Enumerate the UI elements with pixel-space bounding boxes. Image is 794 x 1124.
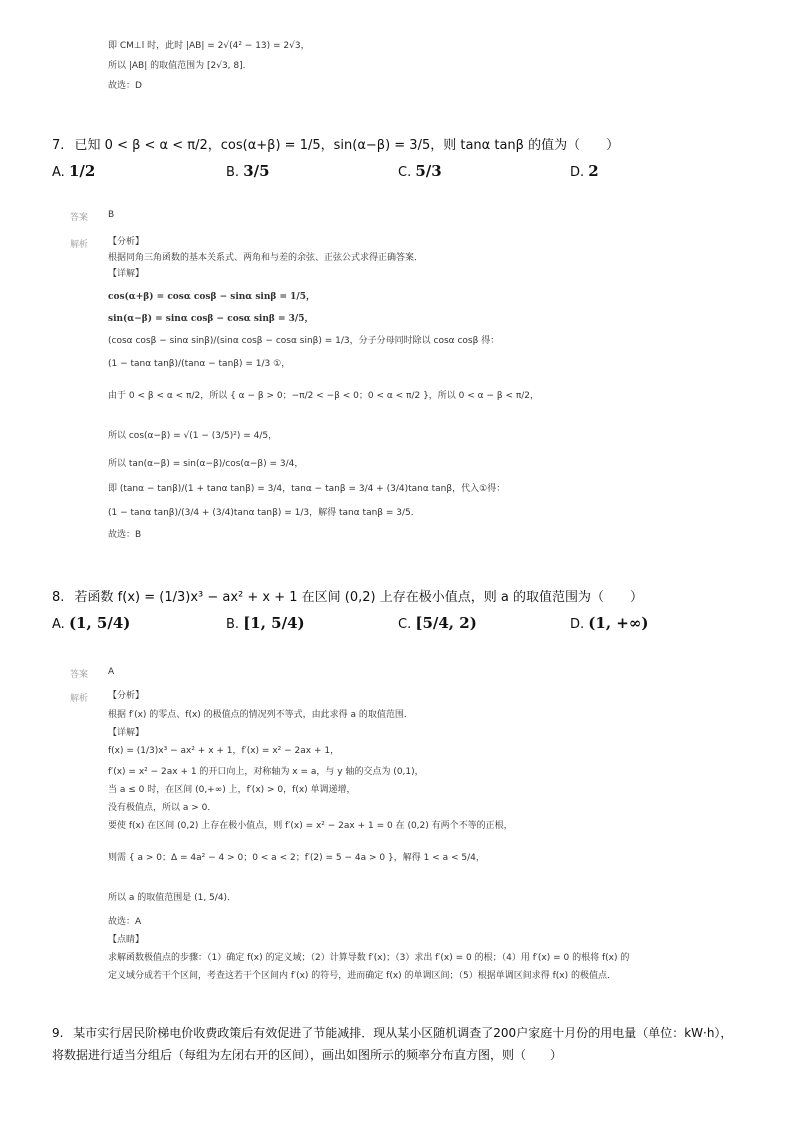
- q8-sol-line: 故选：A: [108, 917, 142, 927]
- q7-sol-line: (1 − tanα tanβ)/(tanα − tanβ) = 1/3 ①，: [108, 359, 291, 369]
- q8-sol-line: 则需 { a > 0；Δ = 4a² − 4 > 0；0 < a < 2；f′(2) = 5 − 4a > 0 }，解得 1 < a < 5/4，: [108, 853, 485, 863]
- q8-sol-line: 定义域分成若干个区间，考查这若干个区间内 f′(x) 的符号，进而确定 f(x) 的单调区间；（5）根据单调区间求得 f(x) 的极值点．: [108, 971, 616, 981]
- question-8-stem: 8. 若函数 f(x) = (1/3)x³ − ax² + x + 1 在区间 (0,2) 上存在极小值点，则 a 的取值范围为（ ）: [52, 590, 643, 605]
- q7-sol-line: 故选：B: [108, 530, 142, 540]
- q7-sol-line: 【详解】: [108, 269, 145, 279]
- question-number: 9.: [52, 1026, 64, 1040]
- q8-sol-line: 当 a ≤ 0 时，在区间 (0,+∞) 上，f′(x) > 0，f(x) 单调递增，: [108, 785, 356, 795]
- question-9-stem-line-2: 将数据进行适当分组后（每组为左闭右开的区间），画出如图所示的频率分布直方图，则（ ）: [52, 1048, 563, 1062]
- q8-sol-line: f(x) = (1/3)x³ − ax² + x + 1，f′(x) = x² − 2ax + 1，: [108, 746, 340, 756]
- q7-sol-line: 所以 cos(α−β) = √(1 − (3/5)²) = 4/5，: [108, 431, 278, 441]
- q8-option-b[interactable]: B. [1, 5/4): [226, 614, 305, 632]
- q8-analysis-label: 解析: [70, 694, 89, 704]
- q7-sol-line: 即 (tanα − tanβ)/(1 + tanα tanβ) = 3/4，tanα − tanβ = 3/4 + (3/4)tanα tanβ，代入①得：: [108, 484, 506, 494]
- q7-option-b[interactable]: B. 3/5: [226, 162, 270, 180]
- q8-option-c[interactable]: C. [5/4, 2): [398, 614, 477, 632]
- q7-sol-line: 由于 0 < β < α < π/2，所以 { α − β > 0；−π/2 < −β < 0；0 < α < π/2 }，所以 0 < α − β < π/2，: [108, 391, 540, 401]
- q8-option-a[interactable]: A. (1, 5/4): [52, 614, 131, 632]
- q8-sol-line: 【详解】: [108, 728, 145, 738]
- q8-sol-line: 【点睛】: [108, 935, 145, 945]
- q7-answer: B: [108, 210, 115, 220]
- q8-sol-line: 求解函数极值点的步骤：（1）确定 f(x) 的定义域；（2）计算导数 f′(x)；（3）求出 f′(x) = 0 的根；（4）用 f′(x) = 0 的根将 f(x) 的: [108, 953, 630, 963]
- question-7-stem: 7. 已知 0 < β < α < π/2，cos(α+β) = 1/5，sin(α−β) = 3/5，则 tanα tanβ 的值为（ ）: [52, 138, 620, 153]
- q8-answer-label: 答案: [70, 670, 89, 680]
- q7-option-a[interactable]: A. 1/2: [52, 162, 96, 180]
- q7-sol-line: cos(α+β) = cosα cosβ − sinα sinβ = 1/5，: [108, 292, 315, 302]
- prev-solution-line-2: 所以 |AB| 的取值范围为 [2√3, 8]．: [108, 61, 252, 71]
- prev-solution-line-1: 即 CM⊥l 时，此时 |AB| = 2√(4² − 13) = 2√3，: [108, 41, 310, 51]
- prev-solution-line-3: 故选：D: [108, 81, 142, 91]
- q7-answer-label: 答案: [70, 213, 89, 223]
- q8-option-d[interactable]: D. (1, +∞): [570, 614, 649, 632]
- q7-sol-line: 根据同角三角函数的基本关系式、两角和与差的余弦、正弦公式求得正确答案．: [108, 253, 424, 263]
- question-number: 8.: [52, 590, 65, 605]
- q7-option-c[interactable]: C. 5/3: [398, 162, 442, 180]
- q7-sol-line: (1 − tanα tanβ)/(3/4 + (3/4)tanα tanβ) = 1/3，解得 tanα tanβ = 3/5．: [108, 508, 420, 518]
- q8-sol-line: 没有极值点，所以 a > 0．: [108, 803, 217, 813]
- q7-sol-line: 【分析】: [108, 237, 145, 247]
- q7-option-d[interactable]: D. 2: [570, 162, 599, 180]
- q7-sol-line: 所以 tan(α−β) = sin(α−β)/cos(α−β) = 3/4，: [108, 459, 304, 469]
- q8-sol-line: 【分析】: [108, 691, 145, 701]
- q7-sol-line: (cosα cosβ − sinα sinβ)/(sinα cosβ − cosα sinβ) = 1/3，分子分母同时除以 cosα cosβ 得：: [108, 336, 500, 346]
- q7-analysis-label: 解析: [70, 240, 89, 250]
- q8-sol-line: 所以 a 的取值范围是 (1, 5/4)．: [108, 893, 237, 903]
- q8-sol-line: 要使 f(x) 在区间 (0,2) 上存在极小值点，则 f′(x) = x² − 2ax + 1 = 0 在 (0,2) 有两个不等的正根，: [108, 821, 513, 831]
- question-9-stem-line-1: 9. 某市实行居民阶梯电价收费政策后有效促进了节能减排．现从某小区随机调查了200户家庭十月份的用电量（单位：kW·h），: [52, 1026, 733, 1040]
- q8-sol-line: f′(x) = x² − 2ax + 1 的开口向上，对称轴为 x = a，与 y 轴的交点为 (0,1)，: [108, 767, 424, 777]
- q7-sol-line: sin(α−β) = sinα cosβ − cosα sinβ = 3/5，: [108, 314, 314, 324]
- q8-answer: A: [108, 667, 115, 677]
- q8-sol-line: 根据 f′(x) 的零点、f(x) 的极值点的情况列不等式，由此求得 a 的取值范围．: [108, 710, 413, 720]
- question-number: 7.: [52, 138, 65, 153]
